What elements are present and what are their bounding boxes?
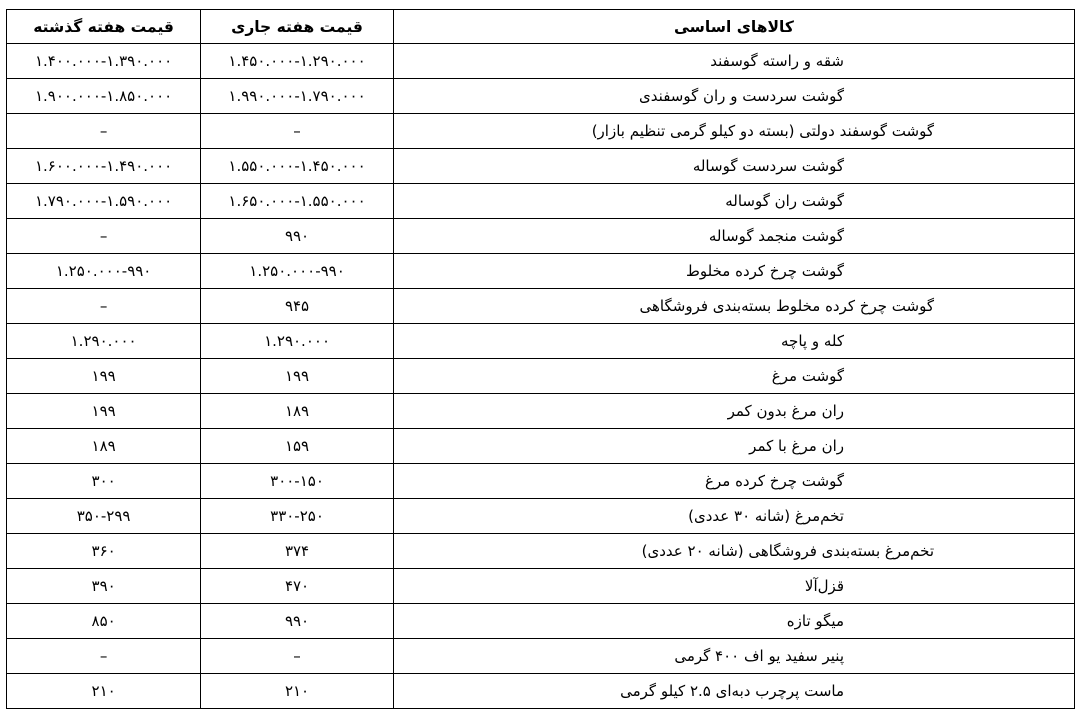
table-row	[7, 534, 1075, 569]
cell-current-week-price: ۱۹۹	[201, 359, 394, 394]
cell-last-week-price: –	[7, 289, 201, 324]
table-row	[7, 114, 1075, 149]
cell-last-week-price: ۱۸۹	[7, 429, 201, 464]
table-row	[7, 44, 1075, 79]
cell-current-week-price: –	[201, 114, 394, 149]
cell-current-week-price: ۱۵۹	[201, 429, 394, 464]
cell-item-name: قزل‌آلا	[393, 569, 1074, 604]
table-row	[7, 394, 1075, 429]
cell-current-week-price: ۹۴۵	[201, 289, 394, 324]
cell-item-name: گوشت چرخ کرده مرغ	[393, 464, 1074, 499]
cell-item-name: گوشت سردست گوساله	[393, 149, 1074, 184]
cell-last-week-price: ۱.۷۹۰.۰۰۰-۱.۵۹۰.۰۰۰	[7, 184, 201, 219]
cell-current-week-price: ۳۳۰-۲۵۰	[201, 499, 394, 534]
header-last-week: قیمت هفته گذشته	[7, 10, 201, 44]
cell-item-name: پنیر سفید یو اف ۴۰۰ گرمی	[393, 639, 1074, 674]
table-row	[7, 674, 1075, 709]
table-row	[7, 254, 1075, 289]
cell-last-week-price: ۳۶۰	[7, 534, 201, 569]
cell-last-week-price: ۱۹۹	[7, 359, 201, 394]
cell-item-name: گوشت گوسفند دولتی (بسته دو کیلو گرمی تنظیم بازار)	[393, 114, 1074, 149]
cell-last-week-price: –	[7, 114, 201, 149]
cell-item-name: ران مرغ بدون کمر	[393, 394, 1074, 429]
cell-item-name: گوشت چرخ کرده مخلوط	[393, 254, 1074, 289]
cell-item-name: گوشت سردست و ران گوسفندی	[393, 79, 1074, 114]
table-row	[7, 429, 1075, 464]
cell-last-week-price: –	[7, 219, 201, 254]
cell-current-week-price: ۲۱۰	[201, 674, 394, 709]
cell-item-name: کله و پاچه	[393, 324, 1074, 359]
cell-current-week-price: ۱۸۹	[201, 394, 394, 429]
cell-current-week-price: ۱.۵۵۰.۰۰۰-۱.۴۵۰.۰۰۰	[201, 149, 394, 184]
cell-item-name: گوشت منجمد گوساله	[393, 219, 1074, 254]
cell-item-name: ران مرغ با کمر	[393, 429, 1074, 464]
cell-item-name: گوشت چرخ کرده مخلوط بسته‌بندی فروشگاهی	[393, 289, 1074, 324]
cell-last-week-price: ۳۹۰	[7, 569, 201, 604]
table-row	[7, 324, 1075, 359]
table-row	[7, 149, 1075, 184]
price-table	[6, 9, 1075, 709]
cell-current-week-price: ۹۹۰	[201, 604, 394, 639]
table-row	[7, 219, 1075, 254]
cell-item-name: گوشت مرغ	[393, 359, 1074, 394]
cell-current-week-price: ۳۰۰-۱۵۰	[201, 464, 394, 499]
cell-last-week-price: ۱.۲۵۰.۰۰۰-۹۹۰	[7, 254, 201, 289]
cell-last-week-price: ۱.۴۰۰.۰۰۰-۱.۳۹۰.۰۰۰	[7, 44, 201, 79]
header-current-week: قیمت هفته جاری	[201, 10, 394, 44]
cell-last-week-price: ۳۰۰	[7, 464, 201, 499]
cell-current-week-price: ۳۷۴	[201, 534, 394, 569]
table-row	[7, 639, 1075, 674]
table-row	[7, 569, 1075, 604]
cell-current-week-price: ۴۷۰	[201, 569, 394, 604]
table-row	[7, 79, 1075, 114]
cell-last-week-price: ۱.۶۰۰.۰۰۰-۱.۴۹۰.۰۰۰	[7, 149, 201, 184]
table-row	[7, 499, 1075, 534]
cell-last-week-price: ۳۵۰-۲۹۹	[7, 499, 201, 534]
cell-last-week-price: ۲۱۰	[7, 674, 201, 709]
cell-current-week-price: ۱.۲۹۰.۰۰۰	[201, 324, 394, 359]
table-body	[7, 44, 1075, 709]
table-row	[7, 184, 1075, 219]
cell-current-week-price: ۹۹۰	[201, 219, 394, 254]
cell-last-week-price: ۱.۹۰۰.۰۰۰-۱.۸۵۰.۰۰۰	[7, 79, 201, 114]
cell-current-week-price: ۱.۹۹۰.۰۰۰-۱.۷۹۰.۰۰۰	[201, 79, 394, 114]
table-header-row	[7, 10, 1075, 44]
cell-item-name: تخم‌مرغ بسته‌بندی فروشگاهی (شانه ۲۰ عددی)	[393, 534, 1074, 569]
cell-item-name: گوشت ران گوساله	[393, 184, 1074, 219]
cell-last-week-price: ۸۵۰	[7, 604, 201, 639]
table-row	[7, 359, 1075, 394]
cell-last-week-price: ۱.۲۹۰.۰۰۰	[7, 324, 201, 359]
cell-last-week-price: –	[7, 639, 201, 674]
cell-current-week-price: ۱.۲۵۰.۰۰۰-۹۹۰	[201, 254, 394, 289]
cell-item-name: ماست پرچرب دبه‌ای ۲.۵ کیلو گرمی	[393, 674, 1074, 709]
cell-last-week-price: ۱۹۹	[7, 394, 201, 429]
cell-item-name: شقه و راسته گوسفند	[393, 44, 1074, 79]
cell-current-week-price: ۱.۶۵۰.۰۰۰-۱.۵۵۰.۰۰۰	[201, 184, 394, 219]
table-row	[7, 604, 1075, 639]
table-row	[7, 464, 1075, 499]
cell-current-week-price: ۱.۴۵۰.۰۰۰-۱.۲۹۰.۰۰۰	[201, 44, 394, 79]
header-item: کالاهای اساسی	[393, 10, 1074, 44]
cell-current-week-price: –	[201, 639, 394, 674]
cell-item-name: تخم‌مرغ (شانه ۳۰ عددی)	[393, 499, 1074, 534]
table-row	[7, 289, 1075, 324]
cell-item-name: میگو تازه	[393, 604, 1074, 639]
